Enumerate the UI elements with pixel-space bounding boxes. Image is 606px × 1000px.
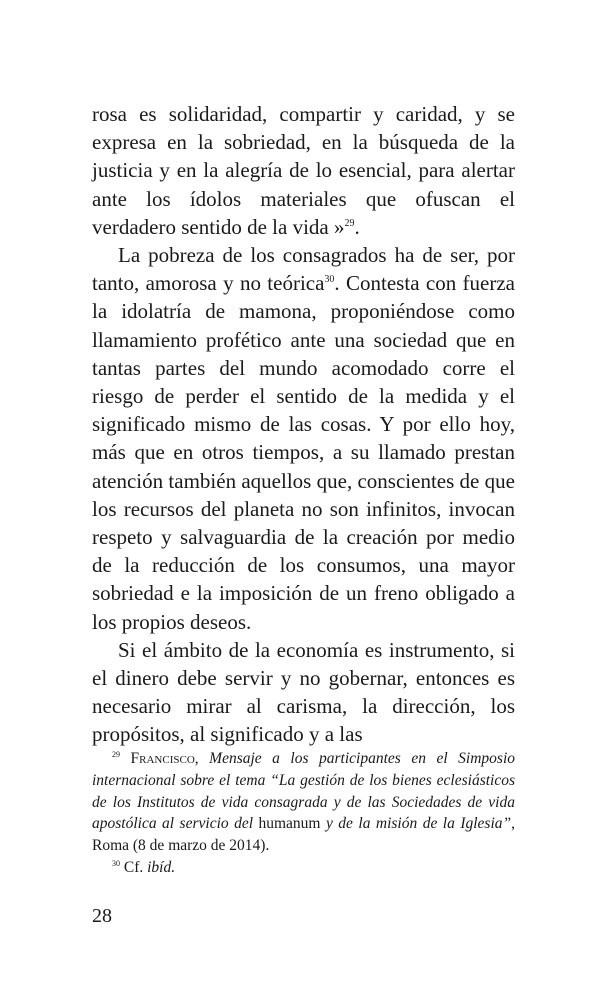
- footnote-title-end: y de la misión de la Iglesia”: [325, 815, 512, 833]
- footnote-title: Mensaje a los participantes en el Simposio internacional sobre el tema “La gestión de los bienes eclesiásticos de los Institutos de vida consagrada y de las Sociedades de vida apostólica al servicio del: [92, 750, 516, 833]
- main-text: [92, 100, 515, 749]
- page-number: 28: [92, 905, 112, 927]
- footnote-ref-29[interactable]: 29: [344, 217, 355, 229]
- footnotes: [92, 748, 515, 879]
- paragraph: [92, 241, 515, 636]
- paragraph-text: La pobreza de los consagrados ha de ser, por tanto, amorosa y no teórica: [92, 243, 515, 296]
- footnote-ibid: ibíd.: [147, 858, 176, 876]
- paragraph-end: .: [354, 214, 360, 239]
- paragraph: [92, 636, 515, 749]
- footnote-ref-30[interactable]: 30: [324, 274, 335, 286]
- footnote-29: [92, 748, 515, 857]
- paragraph-text: . Contesta con fuerza la idolatría de mamona, proponiéndose como llamamiento profético ante una sociedad que en tantas partes del mundo acomodado corre el riesgo de perder el sentido de la medida y el significado mismo de las cosas. Y por ello hoy, más que en otros tiempos, a su llamado prestan atención también aquellos que, conscientes de que los recursos del planeta no son infinitos, invocan respeto y salvaguardia de la creación por medio de la reducción de los consumos, una mayor sobriedad e la imposición de un freno obligado a los propios deseos.: [92, 271, 515, 634]
- footnote-number: 30: [112, 858, 120, 868]
- footnote-tail: , Roma (8 de marzo de 2014).: [92, 815, 515, 855]
- footnote-prefix: Cf.: [123, 858, 148, 876]
- paragraph-text: Si el ámbito de la economía es instrumento, si el dinero debe servir y no gobernar, entonces es necesario mirar al carisma, la dirección, los propósitos, al significado y a las: [92, 637, 515, 747]
- footnote-roman-word: humanum: [253, 815, 326, 833]
- footnote-number: 29: [112, 750, 120, 759]
- paragraph-continuation: [92, 100, 515, 241]
- footnote-30: [92, 857, 515, 879]
- footnote-author: Francisco: [130, 750, 195, 767]
- paragraph-text: rosa es solidaridad, compartir y caridad, y se expresa en la sobriedad, en la búsqueda de la justicia y en la alegría de lo esencial, para alertar ante los ídolos materiales que ofuscan el verdadero sentido de la vida »: [92, 102, 515, 239]
- footnote-separator: ,: [194, 750, 210, 767]
